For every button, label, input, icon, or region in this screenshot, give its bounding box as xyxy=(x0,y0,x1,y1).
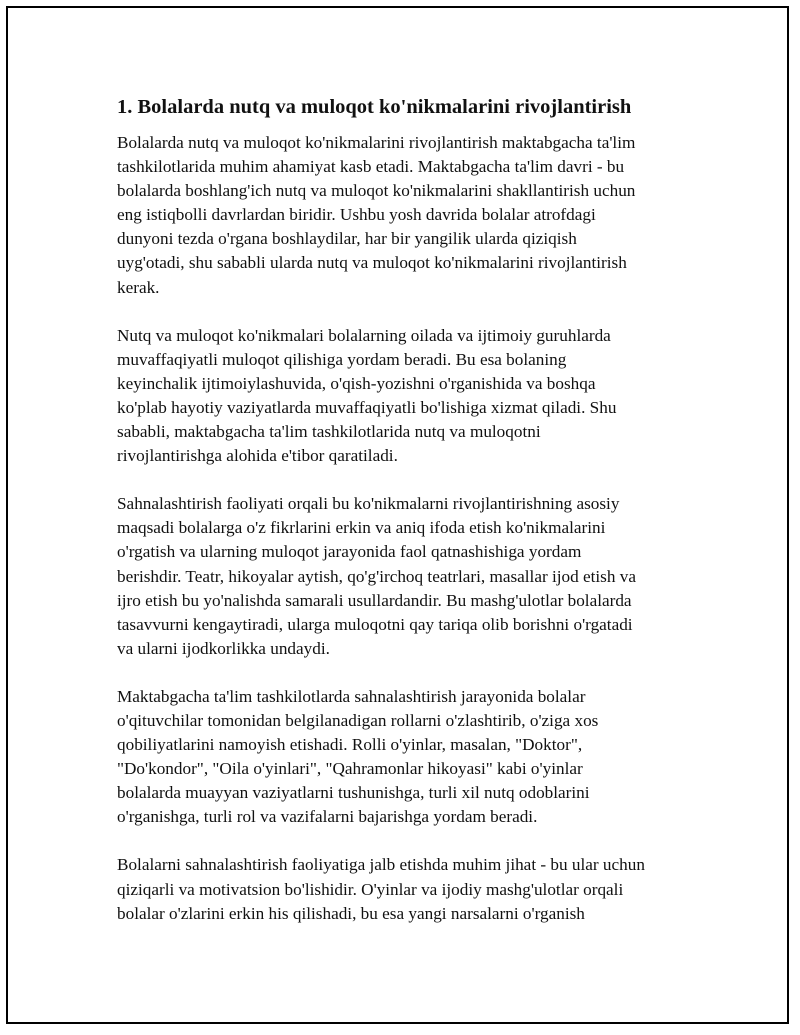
text-line: Bolalarni sahnalashtirish faoliyatiga jalb etishda muhim jihat - bu ular uchun xyxy=(117,855,645,875)
text-line: o'rganishga, turli rol va vazifalarni bajarishga yordam beradi. xyxy=(117,807,538,827)
text-line: qobiliyatlarini namoyish etishadi. Rolli o'yinlar, masalan, "Doktor", xyxy=(117,735,583,755)
text-line: Sahnalashtirish faoliyati orqali bu ko'nikmalarni rivojlantirishning asosiy xyxy=(117,494,620,514)
text-line: eng istiqbolli davrlardan biridir. Ushbu yosh davrida bolalar atrofdagi xyxy=(117,205,596,225)
text-line: uyg'otadi, shu sababli ularda nutq va muloqot ko'nikmalarini rivojlantirish xyxy=(117,253,627,273)
text-line: keyinchalik ijtimoiylashuvida, o'qish-yozishni o'rganishida va boshqa xyxy=(117,373,596,393)
text-line: rivojlantirishga alohida e'tibor qaratiladi. xyxy=(117,446,398,466)
text-line: o'qituvchilar tomonidan belgilanadigan rollarni o'zlashtirib, o'ziga xos xyxy=(117,710,599,730)
text-line: ijro etish bu yo'nalishda samarali usullardandir. Bu mashg'ulotlar bolalarda xyxy=(117,590,632,610)
text-line: muvaffaqiyatli muloqot qilishiga yordam beradi. Bu esa bolaning xyxy=(117,349,567,369)
text-line: Bolalarda nutq va muloqot ko'nikmalarini rivojlantirish maktabgacha ta'lim xyxy=(117,133,636,152)
text-line: bolalar o'zlarini erkin his qilishadi, bu esa yangi narsalarni o'rganish xyxy=(117,903,585,923)
paragraph xyxy=(117,131,697,300)
text-line: bolalarda muayyan vaziyatlarni tushunishga, turli xil nutq odoblarini xyxy=(117,783,590,803)
text-line: dunyoni tezda o'rgana boshlaydilar, har bir yangilik ularda qiziqish xyxy=(117,229,577,249)
text-line: ko'plab hayotiy vaziyatlarda muvaffaqiyatli bo'lishiga xizmat qiladi. Shu xyxy=(117,397,617,417)
text-line: sababli, maktabgacha ta'lim tashkilotlarida nutq va muloqotni xyxy=(117,422,541,442)
text-line: maqsadi bolalarga o'z fikrlarini erkin va aniq ifoda etish ko'nikmalarini xyxy=(117,518,606,538)
text-line: berishdir. Teatr, hikoyalar aytish, qo'g'irchoq teatrlari, masallar ijod etish va xyxy=(117,566,636,586)
text-line: bolalarda boshlang'ich nutq va muloqot ko'nikmalarini shakllantirish uchun xyxy=(117,181,636,201)
text-line: va ularni ijodkorlikka undaydi. xyxy=(117,638,330,658)
paragraph xyxy=(117,685,697,830)
paragraph xyxy=(117,853,697,925)
section-heading: 1. Bolalarda nutq va muloqot ko'nikmalarini rivojlantirish xyxy=(117,96,632,118)
text-line: qiziqarli va motivatsion bo'lishidir. O'yinlar va ijodiy mashg'ulotlar orqali xyxy=(117,879,624,899)
text-line: "Do'kondor", "Oila o'yinlari", "Qahramonlar hikoyasi" kabi o'yinlar xyxy=(117,759,583,779)
text-line: Nutq va muloqot ko'nikmalari bolalarning oilada va ijtimoiy guruhlarda xyxy=(117,325,611,345)
text-line: tashkilotlarida muhim ahamiyat kasb etadi. Maktabgacha ta'lim davri - bu xyxy=(117,157,625,177)
text-line: o'rgatish va ularning muloqot jarayonida faol qatnashishiga yordam xyxy=(117,542,582,562)
text-line: Maktabgacha ta'lim tashkilotlarda sahnalashtirish jarayonida bolalar xyxy=(117,686,586,706)
paragraph xyxy=(117,324,697,469)
text-line: tasavvurni kengaytiradi, ularga muloqotni qay tariqa olib borishni o'rgatadi xyxy=(117,614,633,634)
document-body xyxy=(117,93,697,950)
paragraph-list xyxy=(117,131,697,926)
text-line: kerak. xyxy=(117,277,160,297)
paragraph xyxy=(117,492,697,661)
